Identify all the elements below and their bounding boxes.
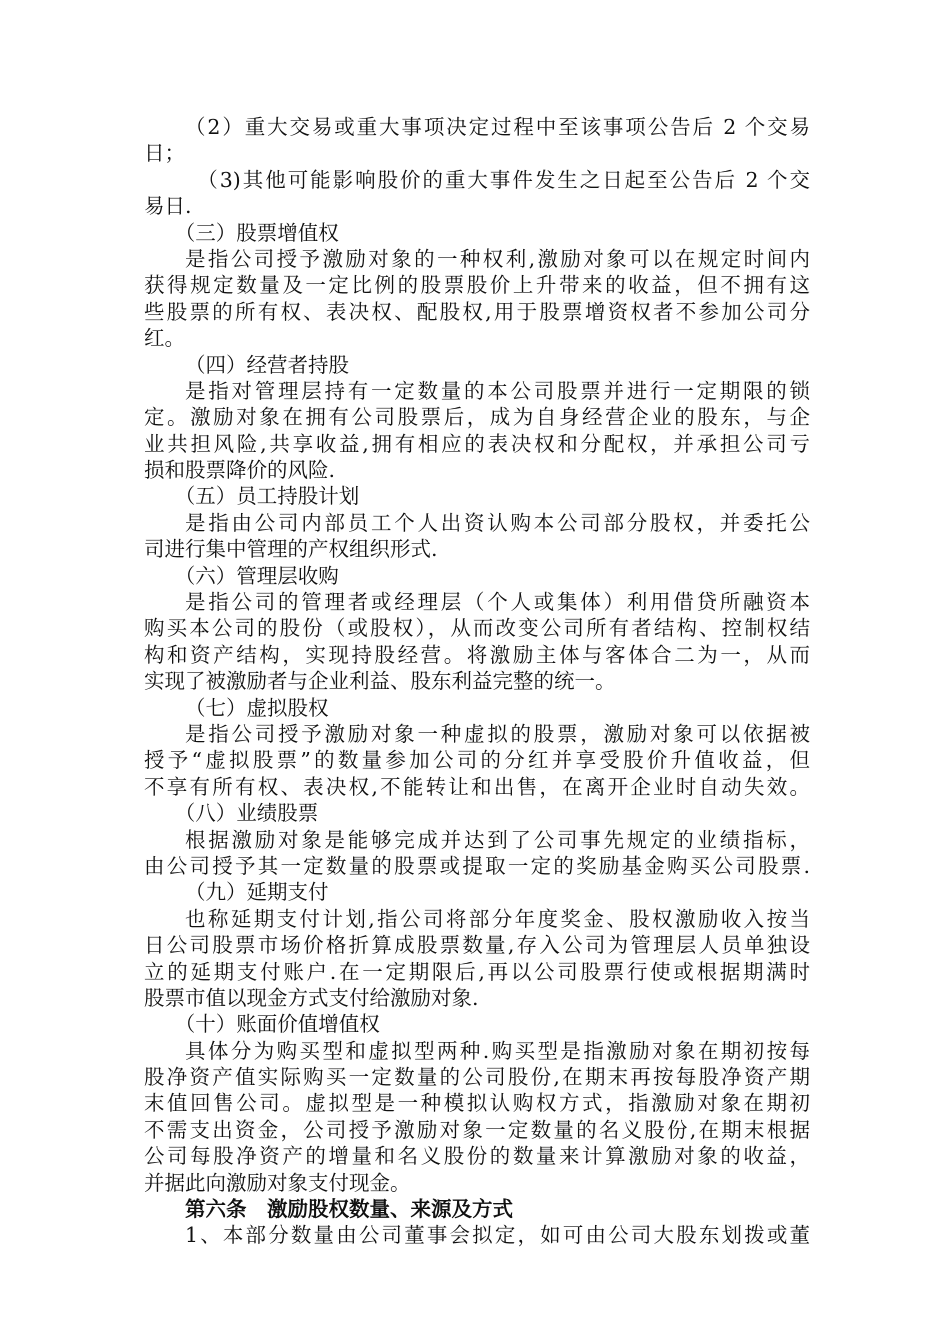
text-line: （2）重大交易或重大事项决定过程中至该事项公告后 2 个交易 — [185, 115, 810, 139]
text-line: 并据此向激励对象支付现金。 — [144, 1170, 411, 1195]
text-line: 日； — [144, 141, 185, 166]
text-line: 实现了被激励者与企业利益、股东利益完整的统一。 — [144, 669, 616, 694]
text-line: 是指对管理层持有一定数量的本公司股票并进行一定期限的锁 — [185, 378, 810, 403]
text-line: 1、本部分数量由公司董事会拟定，如可由公司大股东划拨或董 — [185, 1223, 810, 1248]
text-line: 定。激励对象在拥有公司股票后，成为自身经营企业的股东，与企 — [144, 405, 810, 430]
text-line: （五）员工持股计划 — [174, 484, 360, 509]
text-line: 授予“虚拟股票”的数量参加公司的分红并享受股价升值收益，但 — [144, 748, 810, 773]
text-line: （九）延期支付 — [185, 880, 329, 905]
text-line: （六）管理层收购 — [174, 563, 339, 588]
text-line: 获得规定数量及一定比例的股票股价上升带来的收益，但不拥有这 — [144, 273, 810, 298]
text-line: 是指公司授予激励对象的一种权利,激励对象可以在规定时间内 — [185, 246, 810, 271]
text-line: 股净资产值实际购买一定数量的公司股份,在期末再按每股净资产期 — [144, 1065, 810, 1090]
text-line: 业共担风险,共享收益,拥有相应的表决权和分配权，并承担公司亏 — [144, 431, 810, 456]
text-line: 是指公司的管理者或经理层（个人或集体）利用借贷所融资本 — [185, 590, 810, 615]
text-line: 公司每股净资产的增量和名义股份的数量来计算激励对象的收益， — [144, 1144, 810, 1169]
text-line: 立的延期支付账户.在一定期限后,再以公司股票行使或根据期满时 — [144, 959, 810, 984]
text-line: 易日. — [144, 194, 192, 219]
text-line: 不需支出资金，公司授予激励对象一定数量的名义股份,在期末根据 — [144, 1117, 810, 1142]
text-line: 司进行集中管理的产权组织形式. — [144, 537, 438, 562]
text-line: 根据激励对象是能够完成并达到了公司事先规定的业绩指标， — [185, 827, 810, 852]
text-line: 损和股票降价的风险. — [144, 458, 336, 483]
text-line: 末值回售公司。虚拟型是一种模拟认购权方式，指激励对象在期初 — [144, 1091, 810, 1116]
text-line: 构和资产结构，实现持股经营。将激励主体与客体合二为一，从而 — [144, 642, 810, 667]
text-line: （八）业绩股票 — [174, 801, 319, 826]
text-line: 股票市值以现金方式支付给激励对象. — [144, 985, 479, 1010]
text-line: 也称延期支付计划,指公司将部分年度奖金、股权激励收入按当 — [185, 906, 810, 931]
text-line: （三）股票增值权 — [174, 220, 339, 245]
text-line: （四）经营者持股 — [185, 352, 349, 377]
text-line: 是指由公司内部员工个人出资认购本公司部分股权，并委托公 — [185, 510, 810, 535]
text-line: 是指公司授予激励对象一种虚拟的股票，激励对象可以依据被 — [185, 721, 810, 746]
text-line: （十）账面价值增值权 — [174, 1012, 380, 1037]
text-line: 日公司股票市场价格折算成股票数量,存入公司为管理层人员单独设 — [144, 933, 810, 958]
text-line: （3)其他可能影响股价的重大事件发生之日起至公告后 2 个交 — [197, 167, 810, 192]
section-heading: 第六条 激励股权数量、来源及方式 — [185, 1197, 513, 1222]
text-line: 红。 — [144, 326, 185, 351]
text-line: （七）虚拟股权 — [185, 695, 329, 720]
text-line: 些股票的所有权、表决权、配股权,用于股票增资权者不参加公司分 — [144, 299, 810, 324]
text-line: 不享有所有权、表决权,不能转让和出售，在离开企业时自动失效。 — [144, 774, 810, 799]
document-page — [144, 114, 810, 1249]
text-line: 购买本公司的股份（或股权），从而改变公司所有者结构、控制权结 — [144, 616, 810, 641]
text-line: 具体分为购买型和虚拟型两种.购买型是指激励对象在期初按每 — [185, 1038, 810, 1063]
text-line: 由公司授予其一定数量的股票或提取一定的奖励基金购买公司股票. — [144, 853, 810, 878]
